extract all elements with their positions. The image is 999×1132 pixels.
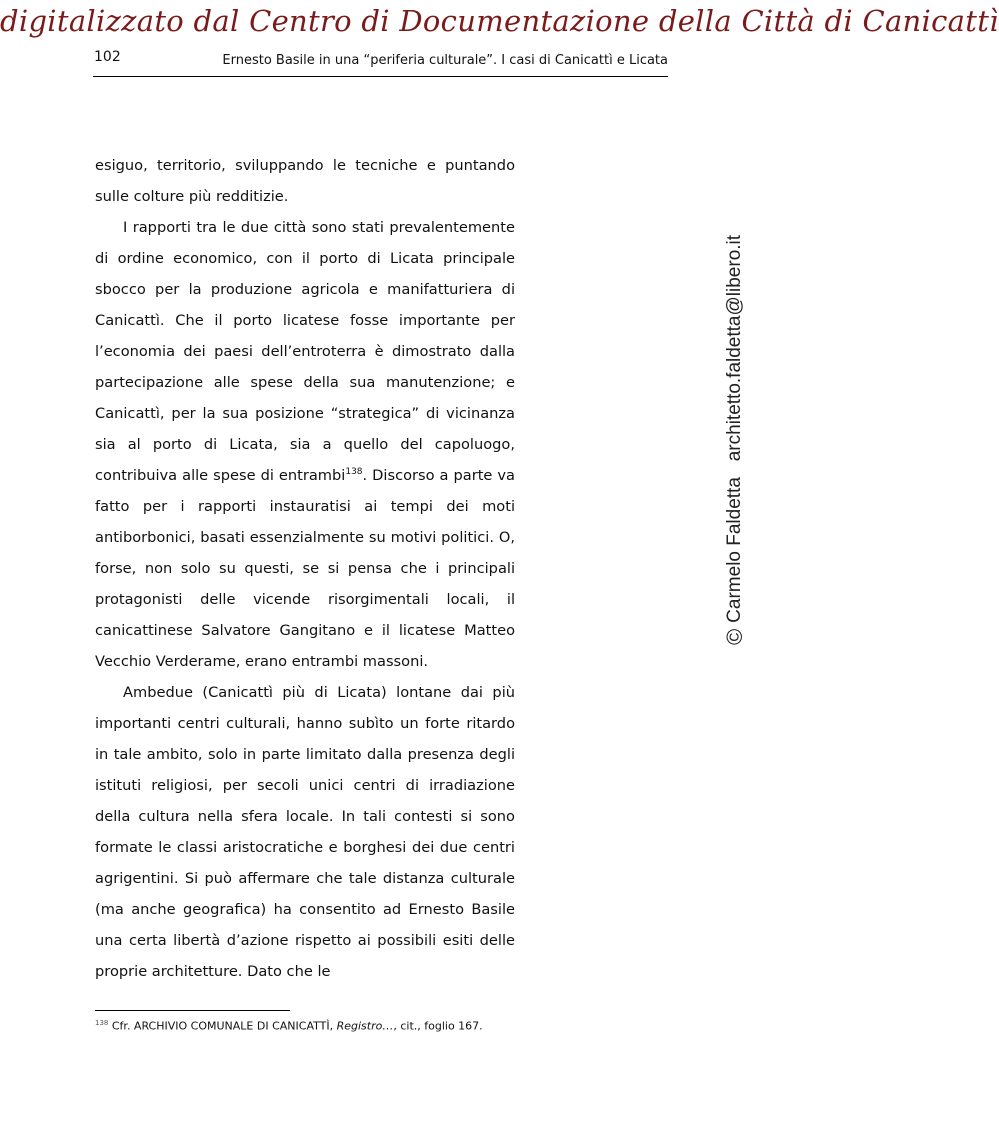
paragraph-2 (95, 212, 515, 677)
header-divider (93, 76, 668, 77)
footnote-reference-138: 138 (345, 467, 363, 478)
digitization-watermark: digitalizzato dal Centro di Documentazione della Città di Canicattì (0, 4, 999, 38)
author-credit-text: Carmelo Faldetta architetto.faldetta@libero.it (724, 234, 745, 623)
page-number: 102 (94, 49, 121, 65)
paragraph-3: Ambedue (Canicattì più di Licata) lontane dai più importanti centri culturali, hanno subìto un forte ritardo in tale ambito, solo in parte limitato dalla presenza degli istituti religiosi, per secoli unici centri di irradiazione della cultura nella sfera locale. In tali contesti si sono formate le classi aristocratiche e borghesi dei due centri agrigentini. Si può affermare che tale distanza culturale (ma anche geografica) ha consentito ad Ernesto Basile una certa libertà d’azione rispetto ai possibili esiti delle proprie architetture. Dato che le (95, 684, 515, 980)
copyright-icon: © (722, 628, 747, 646)
body-text (95, 150, 515, 987)
footnote-divider (95, 1010, 290, 1011)
paragraph-1: esiguo, territorio, sviluppando le tecniche e puntando sulle colture più redditizie. (95, 157, 515, 205)
footnote-number: 138 (95, 1019, 109, 1027)
footnote-suffix: , cit., foglio 167. (393, 1019, 483, 1033)
footnote-138 (95, 1019, 483, 1033)
paragraph-2-part-2: . Discorso a parte va fatto per i rapporti instauratisi ai tempi dei moti antiborbonici, basati essenzialmente su motivi politici. O, forse, non solo su questi, se si pensa che i principali protagonisti delle vicende risorgimentali locali, il canicattinese Salvatore Gangitano e il licatese Matteo Vecchio Verderame, erano entrambi massoni. (95, 467, 515, 670)
footnote-prefix: Cfr. ARCHIVIO COMUNALE DI CANICATTÌ, (111, 1019, 337, 1033)
author-credit (722, 235, 748, 645)
paragraph-2-part-1: I rapporti tra le due città sono stati prevalentemente di ordine economico, con il porto di Licata principale sbocco per la produzione agricola e manifatturiera di Canicattì. Che il porto licatese fosse importante per l’economia dei paesi dell’entroterra è dimostrato dalla partecipazione alle spese della sua manutenzione; e Canicattì, per la sua posizione “strategica” di vicinanza sia al porto di Licata, sia a quello del capoluogo, contribuiva alle spese di entrambi (95, 219, 515, 484)
footnote-italic-title: Registro… (336, 1019, 394, 1033)
running-title: Ernesto Basile in una “periferia culturale”. I casi di Canicattì e Licata (222, 53, 668, 68)
